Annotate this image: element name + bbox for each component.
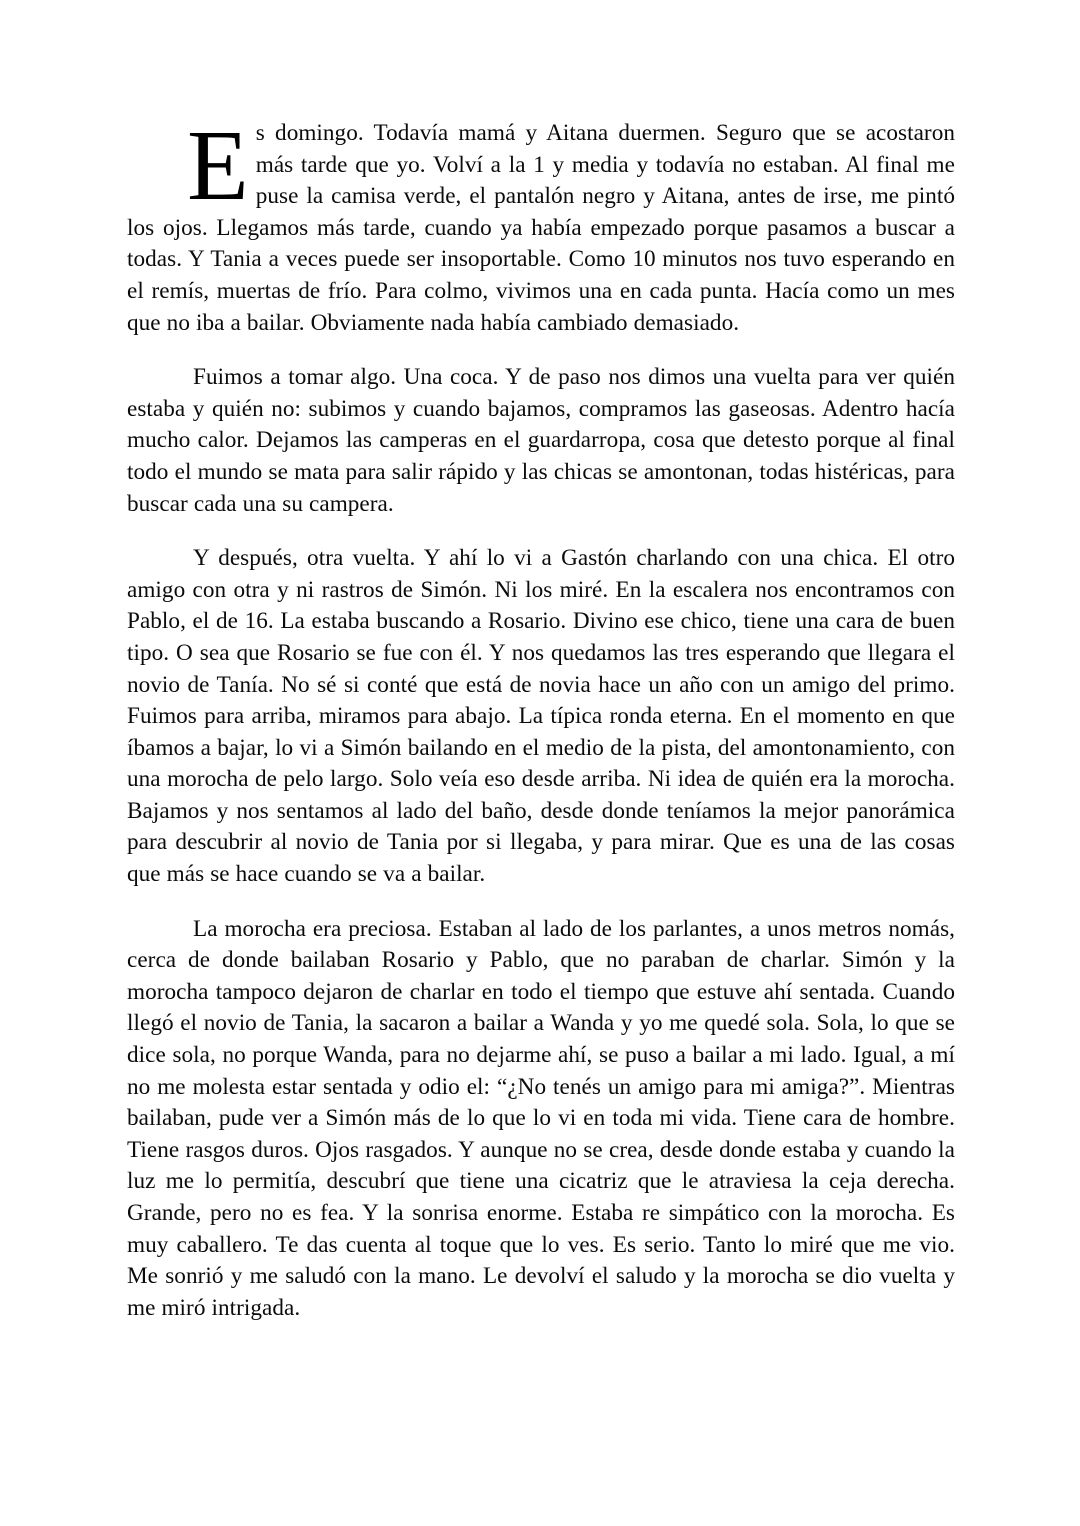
paragraph-2: Fuimos a tomar algo. Una coca. Y de paso nos dimos una vuelta para ver quién estaba y quién no: subimos y cuando bajamos, compramos las gaseosas. Adentro hacía mucho calor. Dejamos las camperas en el guardarropa, cosa que detesto porque al final todo el mundo se mata para salir rápido y las chicas se amontonan, todas histéricas, para buscar cada una su campera. [127,364,955,517]
paragraph-1-text: s domingo. Todavía mamá y Aitana duermen. Seguro que se acostaron más tarde que yo. Volví a la 1 y media y todavía no estaban. Al final me puse la camisa verde, el pantalón negro y Aitana, antes de irse, me pintó los ojos. Llegamos más tarde, cuando ya había empezado porque pasamos a buscar a todas. Y Tania a veces puede ser insoportable. Como 10 minutos nos tuvo esperando en el remís, muertas de frío. Para colmo, vivimos una en cada punta. Hacía como un mes que no iba a bailar. Obviamente nada había cambiado demasiado. [127,120,955,336]
paragraph-3: Y después, otra vuelta. Y ahí lo vi a Gastón charlando con una chica. El otro amigo con otra y ni rastros de Simón. Ni los miré. En la escalera nos encontramos con Pablo, el de 16. La estaba buscando a Rosario. Divino ese chico, tiene una cara de buen tipo. O sea que Rosario se fue con él. Y nos quedamos las tres esperando que llegara el novio de Tanía. No sé si conté que está de novia hace un año con un amigo del primo. Fuimos para arriba, miramos para abajo. La típica ronda eterna. En el momento en que íbamos a bajar, lo vi a Simón bailando en el medio de la pista, del amontonamiento, con una morocha de pelo largo. Solo veía eso desde arriba. Ni idea de quién era la morocha. Bajamos y nos sentamos al lado del baño, desde donde teníamos la mejor panorámica para descubrir al novio de Tania por si llegaba, y para mirar. Que es una de las cosas que más se hace cuando se va a bailar. [127,545,955,888]
body-text-column [127,109,955,1324]
paragraph-4: La morocha era preciosa. Estaban al lado de los parlantes, a unos metros nomás, cerca de donde bailaban Rosario y Pablo, que no paraban de charlar. Simón y la morocha tampoco dejaron de charlar en todo el tiempo que estuve ahí sentada. Cuando llegó el novio de Tania, la sacaron a bailar a Wanda y yo me quedé sola. Sola, lo que se dice sola, no porque Wanda, para no dejarme ahí, se puso a bailar a mi lado. Igual, a mí no me molesta estar sentada y odio el: “¿No tenés un amigo para mi amiga?”. Mientras bailaban, pude ver a Simón más de lo que lo vi en toda mi vida. Tiene cara de hombre. Tiene rasgos duros. Ojos rasgados. Y aunque no se crea, desde donde estaba y cuando la luz me lo permitía, descubrí que tiene una cicatriz que le atraviesa la ceja derecha. Grande, pero no es fea. Y la sonrisa enorme. Estaba re simpático con la morocha. Es muy caballero. Te das cuenta al toque que lo ves. Es serio. Tanto lo miré que me vio. Me sonrió y me saludó con la mano. Le devolví el saludo y la morocha se dio vuelta y me miró intrigada. [127,915,955,1321]
drop-cap-initial: E [187,109,249,221]
paragraph-1 [127,109,955,339]
